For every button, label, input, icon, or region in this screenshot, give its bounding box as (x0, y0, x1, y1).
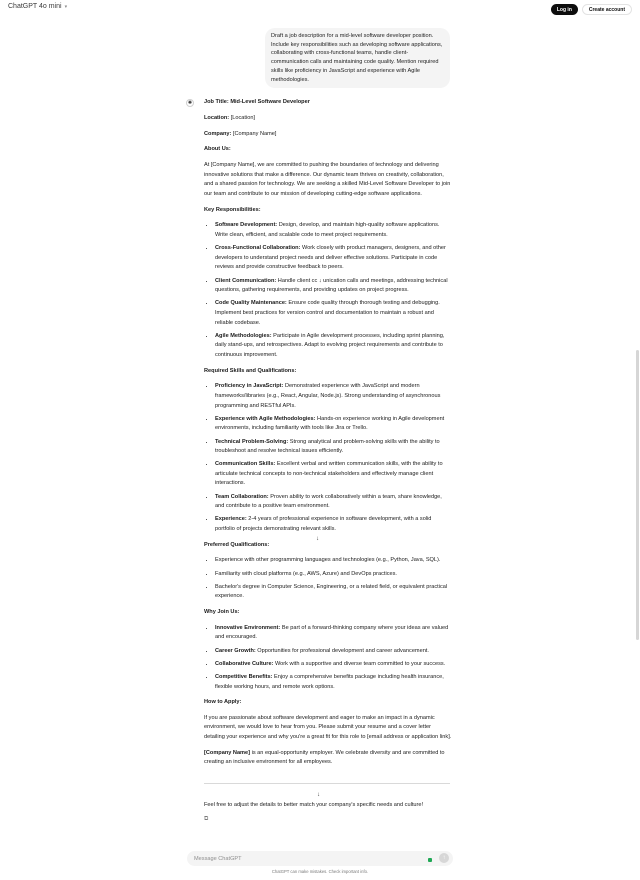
scrollbar-thumb[interactable] (636, 350, 639, 640)
about-text: At [Company Name], we are committed to pushing the boundaries of technology and delivering innovative solutions that make a difference. Our dynamic team thrives on creativity, collaboration, and a shared passion for technology. We are seeking a skilled Mid-Level Software Developer to join our team and contribute to our mission of developing cutting-edge software applications. (204, 162, 451, 197)
item-title: Client Communication: (215, 277, 277, 284)
eeo-text: is an equal-opportunity employer. We celebrate diversity and are committed to creating an inclusive environment for all employees. (204, 749, 445, 766)
item-text: Excellent verbal and written communication skills, with the ability to articulate technical concepts to non-technical stakeholders and effectively manage client interactions. (215, 461, 443, 487)
preferred-list (204, 556, 452, 602)
copy-icon[interactable]: ⧉ (204, 816, 209, 822)
item-text: Be part of a forward-thinking company where your ideas are valued and encouraged. (215, 624, 449, 641)
item-title: Proficiency in JavaScript: (215, 383, 284, 390)
location-value: [Location] (229, 114, 255, 121)
item-text: Hands-on experience working in Agile development environments, including familiarity with tools like Jira or Trello. (215, 415, 445, 432)
list-item (215, 438, 452, 457)
list-item (215, 493, 452, 512)
item-text: Design, develop, and maintain high-quality software applications. Write clean, efficient, and scalable code to meet project requirements. (215, 222, 440, 239)
item-title: Agile Methodologies: (215, 332, 272, 339)
item-text: Handle client cc ↓ unication calls and meetings, addressing technical questions, gathering requirements, and providing updates on project progress. (215, 277, 448, 294)
assistant-avatar-icon: ✺ (187, 100, 193, 106)
location-line (204, 114, 452, 124)
list-item: • Experience with other programming languages and technologies (e.g., Python, Java, SQL). (215, 556, 452, 566)
item-text: Participate in Agile development processes, including sprint planning, daily stand-ups, and retrospectives. Adapt to evolving project requirements and contribute to continuous improvement. (215, 332, 445, 358)
list-item (215, 299, 452, 328)
scroll-down-icon[interactable]: ↓ (317, 792, 320, 798)
item-title: Career Growth: (215, 647, 256, 654)
create-account-button[interactable]: Create account (582, 4, 632, 15)
item-text: Work closely with product managers, designers, and other developers to understand project needs and deliver effective solutions. Participate in code reviews and provide constructive feedback to peers. (215, 245, 446, 271)
model-picker-label: ChatGPT 4o mini (8, 3, 62, 10)
top-bar (0, 0, 640, 20)
message-input[interactable] (194, 854, 414, 863)
responsibilities-heading: Key Responsibilities: (204, 206, 261, 213)
list-item (215, 277, 452, 296)
item-title: Collaborative Culture: (215, 660, 274, 667)
eeo-company: [Company Name] (204, 749, 251, 756)
chevron-down-icon: ▾ (64, 3, 68, 10)
list-item (215, 460, 452, 489)
list-item: • Bachelor's degree in Computer Science, Engineering, or a related field, or equivalent practical experience. (215, 583, 452, 602)
list-item (215, 244, 452, 273)
skills-heading: Required Skills and Qualifications: (204, 367, 297, 374)
skills-list (204, 382, 452, 534)
assistant-response (204, 98, 452, 774)
auth-buttons (551, 4, 632, 15)
status-dot-icon (428, 858, 432, 862)
item-title: Cross-Functional Collaboration: (215, 245, 301, 252)
about-heading: About Us: (204, 146, 231, 153)
list-item (215, 624, 452, 643)
list-item (215, 332, 452, 361)
item-text: Strong analytical and problem-solving skills with the ability to troubleshoot and resolve technical issues efficiently. (215, 438, 440, 455)
location-label: Location: (204, 114, 230, 121)
apply-text: If you are passionate about software development and eager to make an impact in a dynamic environment, we would love to hear from you. Please submit your resume and a cover letter detailing your experience and why you're a great fit for this role to [email address or application link]. (204, 714, 452, 741)
list-item (215, 660, 452, 670)
company-value: [Company Name] (231, 130, 277, 137)
item-text: Ensure code quality through thorough testing and debugging. Implement best practices for version control and documentation to maintain a robust and reliable codebase. (215, 300, 440, 326)
eeo-statement (204, 749, 452, 768)
composer (187, 851, 453, 866)
model-picker[interactable] (8, 3, 67, 10)
closing-remark: Feel free to adjust the details to better match your company's specific needs and culture! (204, 802, 424, 808)
item-text: 2-4 years of professional experience in software development, with a solid portfolio of projects demonstrating relevant skills. (215, 516, 432, 533)
company-line (204, 130, 452, 140)
why-list (204, 624, 452, 692)
responsibilities-list (204, 221, 452, 360)
list-item (215, 221, 452, 240)
item-title: Experience: (215, 516, 247, 523)
item-text: Demonstrated experience with JavaScript and modern frameworks/libraries (e.g., React, Angular, Node.js). Strong understanding of asynchronous programming and RESTful APIs. (215, 383, 441, 409)
item-title: Technical Problem-Solving: (215, 438, 289, 445)
item-text: Work with a supportive and diverse team committed to your success. (273, 660, 446, 667)
send-button[interactable] (439, 853, 449, 863)
item-title: Code Quality Maintenance: (215, 300, 287, 307)
divider (204, 783, 450, 784)
item-title: Experience with Agile Methodologies: (215, 415, 316, 422)
preferred-heading: Preferred Qualifications: (204, 541, 270, 548)
login-button[interactable]: Log in (551, 4, 578, 15)
list-item (215, 382, 452, 411)
why-heading: Why Join Us: (204, 608, 240, 615)
list-item (215, 515, 452, 534)
item-title: Communication Skills: (215, 461, 276, 468)
list-item (215, 415, 452, 434)
apply-heading: How to Apply: (204, 699, 242, 706)
user-message-bubble: Draft a job description for a mid-level software developer position. Include key responsibilities such as developing software applications, collaborating with cross-functional teams, handle client-communication calls and maintaining code quality. Mention required skills like proficiency in JavaScript and experience with Agile methodologies. (265, 28, 450, 88)
item-text: Proven ability to work collaboratively within a team, share knowledge, and contribute to a positive team environment. (215, 493, 442, 510)
scroll-down-icon[interactable]: ↓ (316, 536, 319, 542)
job-title: Job Title: Mid-Level Software Developer (204, 99, 310, 105)
item-text: Enjoy a comprehensive benefits package including health insurance, flexible working hours, and remote work options. (215, 673, 444, 690)
item-title: Software Development: (215, 222, 278, 229)
item-text: Opportunities for professional development and career advancement. (255, 647, 429, 654)
disclaimer: ChatGPT can make mistakes. Check important info. (271, 869, 369, 874)
company-label: Company: (204, 130, 232, 137)
list-item: • Familiarity with cloud platforms (e.g., AWS, Azure) and DevOps practices. (215, 570, 452, 580)
arrow-up-icon: ↑ (442, 855, 446, 861)
list-item (215, 673, 452, 692)
item-title: Team Collaboration: (215, 493, 269, 500)
item-title: Innovative Environment: (215, 624, 281, 631)
item-title: Competitive Benefits: (215, 673, 273, 680)
list-item (215, 647, 452, 657)
